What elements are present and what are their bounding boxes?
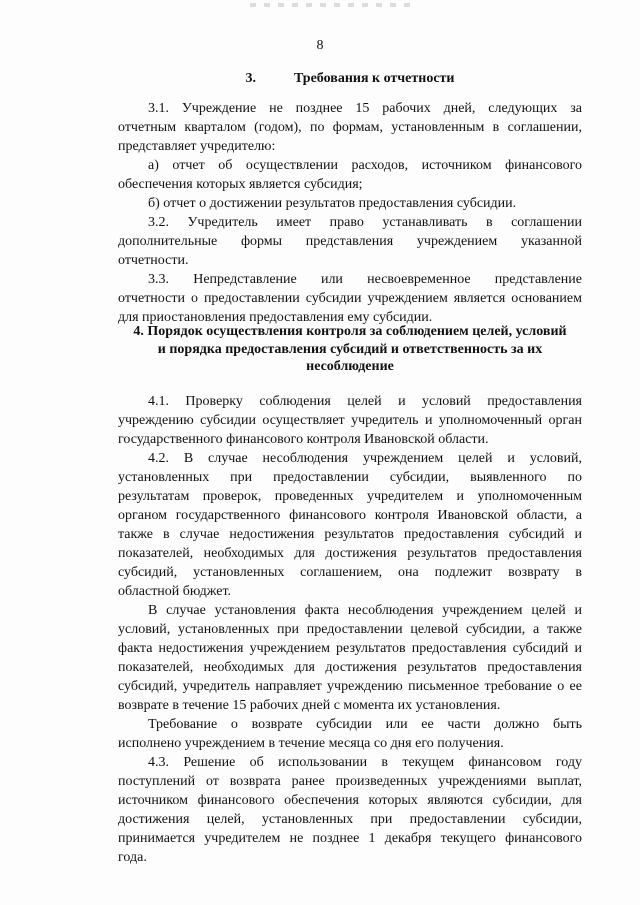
section-3-line: а) отчет об осуществлении расходов, источником финансового (148, 158, 582, 173)
scan-artifact (250, 3, 410, 7)
section-4-line: субсидий, установленных соглашением, она подлежит возврату в (118, 565, 582, 580)
section-4-line: результатам проверок, проведенных учредителем и уполномоченным (118, 489, 582, 504)
section-3-line: обеспечения которых является субсидия; (118, 177, 363, 192)
section-4-line: 4.3. Решение об использовании в текущем финансовом году (148, 755, 582, 770)
section-3-line: представляет учредителю: (118, 139, 276, 154)
section-4-line: исполнено учреждением в течение месяца со дня его получения. (118, 736, 504, 751)
section-4-line: установленных при предоставлении субсидии, выявленного по (118, 470, 582, 485)
section-4-line: возврате в течение 15 рабочих дней с момента их установления. (118, 698, 501, 713)
section-4-line: 4.1. Проверку соблюдения целей и условий предоставления (148, 394, 582, 409)
section-4-line: Требование о возврате субсидии или ее части должно быть (148, 717, 582, 732)
section-4-line: поступлений от возврата ранее произведенных учреждениями выплат, (118, 774, 582, 789)
section-4-title-line: несоблюдение (306, 359, 394, 374)
section-4-line: принимается учредителем не позднее 1 декабря текущего финансового (118, 831, 582, 846)
section-4-line: также в случае недостижения результатов предоставления субсидий и (118, 527, 582, 542)
section-4-heading (118, 323, 582, 376)
section-4-line: факта недостижения учреждением результатов предоставления субсидий и (118, 641, 582, 656)
section-3-line: 3.3. Непредставление или несвоевременное представление (148, 272, 582, 287)
section-3-line: отчетности. (118, 253, 189, 268)
section-3-title: Требования к отчетности (293, 71, 455, 86)
section-4-title-line: 4. Порядок осуществления контроля за соблюдением целей, условий (133, 324, 567, 339)
section-3-line: дополнительные формы представления учреждением указанной (118, 234, 582, 249)
section-4-line: показателей, необходимых для достижения результатов предоставления (118, 546, 582, 561)
section-4-line: источником финансового обеспечения которых являются субсидии, для (118, 793, 582, 808)
page-number: 8 (316, 38, 324, 53)
section-3-line: 3.1. Учреждение не позднее 15 рабочих дней, следующих за (148, 101, 582, 116)
section-3-number: 3. (245, 71, 256, 86)
section-3-line: отчетности о предоставлении субсидии учреждением является основанием (118, 291, 582, 306)
section-4-line: показателей, необходимых для достижения результатов предоставления (118, 660, 582, 675)
section-4-title-line: и порядка предоставления субсидий и ответственность за их (157, 341, 543, 357)
section-4-line: областной бюджет. (118, 584, 232, 599)
section-4-line: субсидий, учредитель направляет учреждению письменное требование о ее (118, 679, 582, 694)
section-4-line: государственного финансового контроля Ивановской области. (118, 432, 489, 447)
section-4-line: условий, установленных при предоставлении целевой субсидии, а также (118, 622, 582, 637)
section-3-line: для приостановления предоставления ему субсидии. (118, 310, 433, 325)
section-4-line: достижения целей, установленных при предоставлении субсидии, (118, 812, 582, 827)
section-4-line: В случае установления факта несоблюдения учреждением целей и (148, 603, 582, 618)
section-4-line: года. (118, 850, 147, 865)
section-3-line: отчетным кварталом (годом), по формам, установленным в соглашении, (118, 120, 582, 135)
section-4-line: учреждению субсидии осуществляет учредитель и уполномоченный орган (118, 413, 582, 428)
section-3-line: б) отчет о достижении результатов предоставления субсидии. (148, 196, 517, 211)
section-4-line: 4.2. В случае несоблюдения учреждением целей и условий, (148, 451, 582, 466)
section-4-line: органом государственного финансового контроля Ивановской области, а (118, 508, 582, 523)
section-3-heading (118, 70, 582, 88)
section-3-line: 3.2. Учредитель имеет право устанавливать в соглашении (148, 215, 582, 230)
